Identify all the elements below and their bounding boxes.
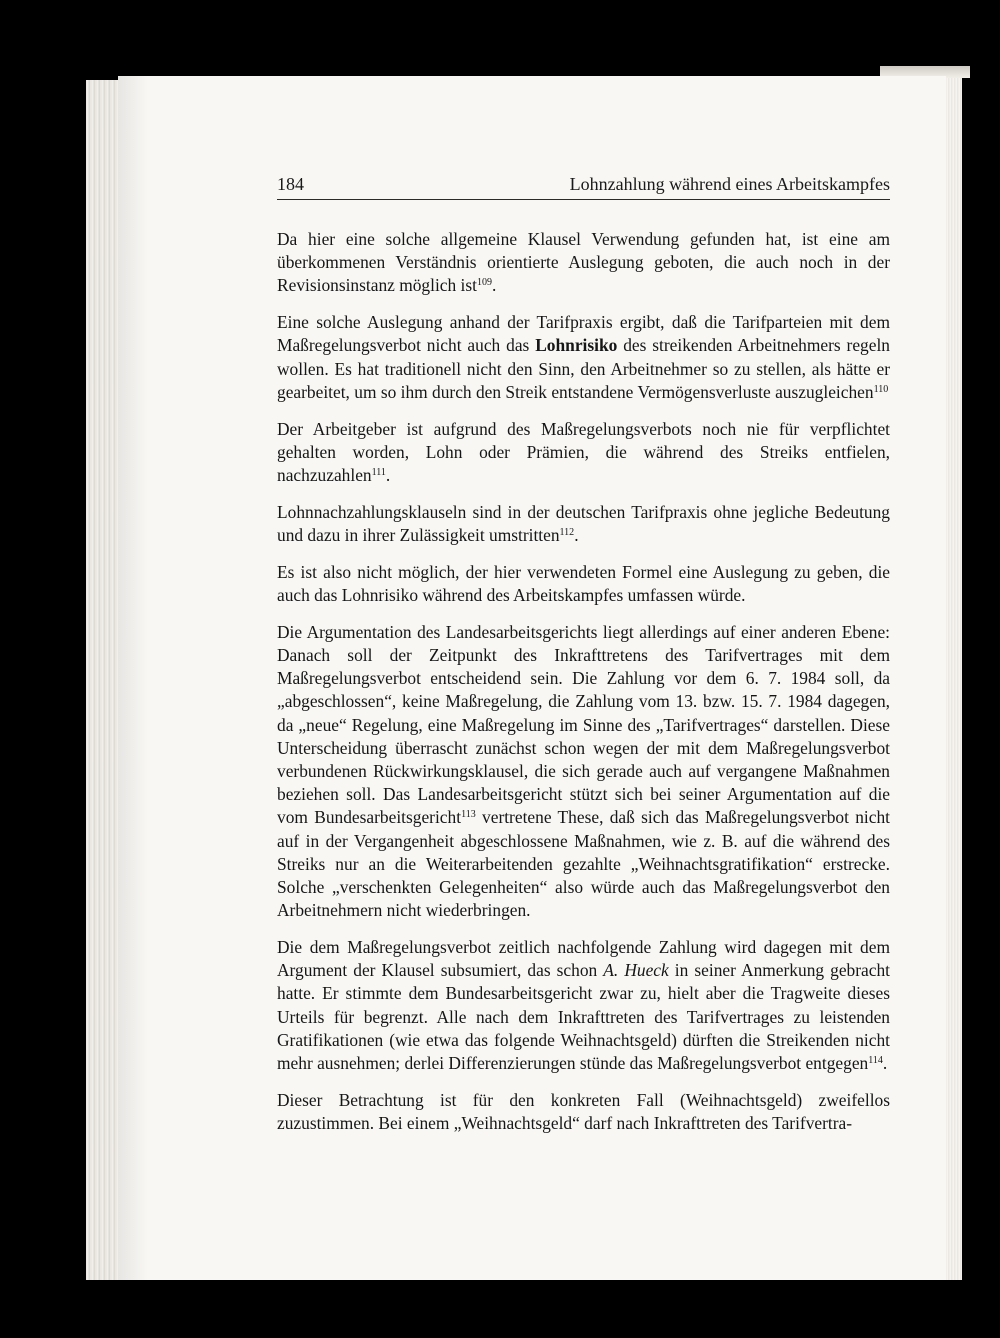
- paragraph-7: [277, 936, 890, 1075]
- paragraph-5: [277, 561, 890, 607]
- paragraph-7-text-b: in seiner Anmerkung gebracht hatte. Er stimmte dem Bundesarbeitsgericht zwar zu, hielt aber die Tragweite dieses Urteils für begrenzt. Alle nach dem Inkrafttreten des Tarifvertrages zu leistenden Gratifikationen (wie etwa das folgende Weihnachtsgeld) dürften die Streikenden nicht mehr ausnehmen; derlei Differenzierungen stünde das Maßregelungsverbot entgegen: [277, 960, 891, 1074]
- paragraph-3: [277, 418, 890, 488]
- paragraph-3-end: .: [385, 465, 391, 486]
- footnote-ref-109: 109: [476, 277, 492, 289]
- paragraph-2-text-b: des streikenden Arbeitnehmers regeln wollen. Es hat traditionell nicht den Sinn, den Arbeitnehmer so zu stellen, als hätte er gearbeitet, um so ihm durch den Streik entstandene Vermögensverluste auszugleichen: [277, 335, 890, 402]
- footnote-ref-113: 113: [461, 809, 476, 821]
- paragraph-1-text: Da hier eine solche allgemeine Klausel Verwendung gefunden hat, ist eine am überkommenen Verständnis orientierte Auslegung geboten, die auch noch in der Revisionsinstanz möglich ist: [277, 229, 890, 296]
- paragraph-6-text-b: vertretene These, daß sich das Maßregelungsverbot nicht auf in der Vergangenheit abgeschlossene Maßnahmen, wie z. B. auf die während des Streiks nur an die Weiterarbeitenden gezahlte „Weihnachtsgratifikation“ erstrecke. Solche „verschenkten Gelegenheiten“ also würde auch das Maßregelungsverbot den Arbeitnehmern nicht wiederbringen.: [277, 807, 891, 921]
- chapter-title: Lohnzahlung während eines Arbeitskampfes: [569, 174, 890, 194]
- paragraph-2-text-a: Eine solche Auslegung anhand der Tarifpraxis ergibt, daß die Tarifparteien mit dem Maßregelungsverbot nicht auch das: [277, 312, 890, 356]
- paragraph-7-end: .: [882, 1053, 888, 1074]
- paragraph-4-text: Lohnnachzahlungsklauseln sind in der deutschen Tarifpraxis ohne jegliche Bedeutung und dazu in ihrer Zulässigkeit umstritten: [277, 501, 890, 546]
- paragraph-8-text: Dieser Betrachtung ist für den konkreten Fall (Weihnachtsgeld) zweifellos zuzustimmen. Bei einem „Weihnachtsgeld“ darf nach Inkrafttreten des Tarifvertra-: [277, 1089, 890, 1134]
- paragraph-7-text-a: Die dem Maßregelungsverbot zeitlich nachfolgende Zahlung wird dagegen mit dem Argument der Klausel subsumiert, das schon: [277, 937, 890, 981]
- paragraph-5-text: Es ist also nicht möglich, der hier verwendeten Formel eine Auslegung zu geben, die auch das Lohnrisiko während des Arbeitskampfes umfassen würde.: [277, 561, 890, 606]
- author-name-hueck: A. Hueck: [603, 960, 669, 981]
- paragraph-4: [277, 501, 890, 547]
- header-rule: [277, 199, 890, 200]
- paragraph-6-text-a: Die Argumentation des Landesarbeitsgerichts liegt allerdings auf einer anderen Ebene: Danach soll der Zeitpunkt des Inkrafttretens des Tarifvertrages mit dem Maßregelungsverbot entscheidend sein. Die Zahlung vor dem 6. 7. 1984 soll, da „abgeschlossen“, keine Maßregelung, die Zahlung vom 13. bzw. 15. 7. 1984 dagegen, da „neue“ Regelung, eine Maßregelung im Sinne des „Tarifvertrages“ darstellen. Diese Unterscheidung überrascht zunächst schon wegen der mit dem Maßregelungsverbot verbundenen Rückwirkungsklausel, die sich gerade auch auf vergangene Maßnahmen beziehen soll. Das Landesarbeitsgericht stützt sich bei seiner Argumentation auf die vom Bundesarbeitsgericht: [277, 621, 890, 828]
- paragraph-8: [277, 1089, 890, 1135]
- paragraph-4-end: .: [574, 525, 579, 546]
- footnote-ref-112: 112: [559, 527, 575, 539]
- page-number: 184: [277, 174, 304, 194]
- emphasis-lohnrisiko: Lohnrisiko: [535, 335, 618, 356]
- running-head: [277, 170, 890, 200]
- paragraph-6: [277, 621, 890, 923]
- footnote-ref-111: 111: [371, 467, 386, 479]
- paragraph-1-end: .: [491, 275, 497, 296]
- paragraph-3-text: Der Arbeitgeber ist aufgrund des Maßregelungsverbots noch nie für verpflichtet gehalten worden, Lohn oder Prämien, die während des Streiks entfielen, nachzuzahlen: [277, 418, 890, 486]
- paragraph-1: [277, 228, 890, 298]
- footnote-ref-114: 114: [868, 1055, 883, 1067]
- gutter-shadow: [118, 76, 148, 1280]
- footnote-ref-110: 110: [873, 383, 889, 395]
- body-text: [277, 228, 890, 1149]
- paragraph-2: [277, 311, 890, 404]
